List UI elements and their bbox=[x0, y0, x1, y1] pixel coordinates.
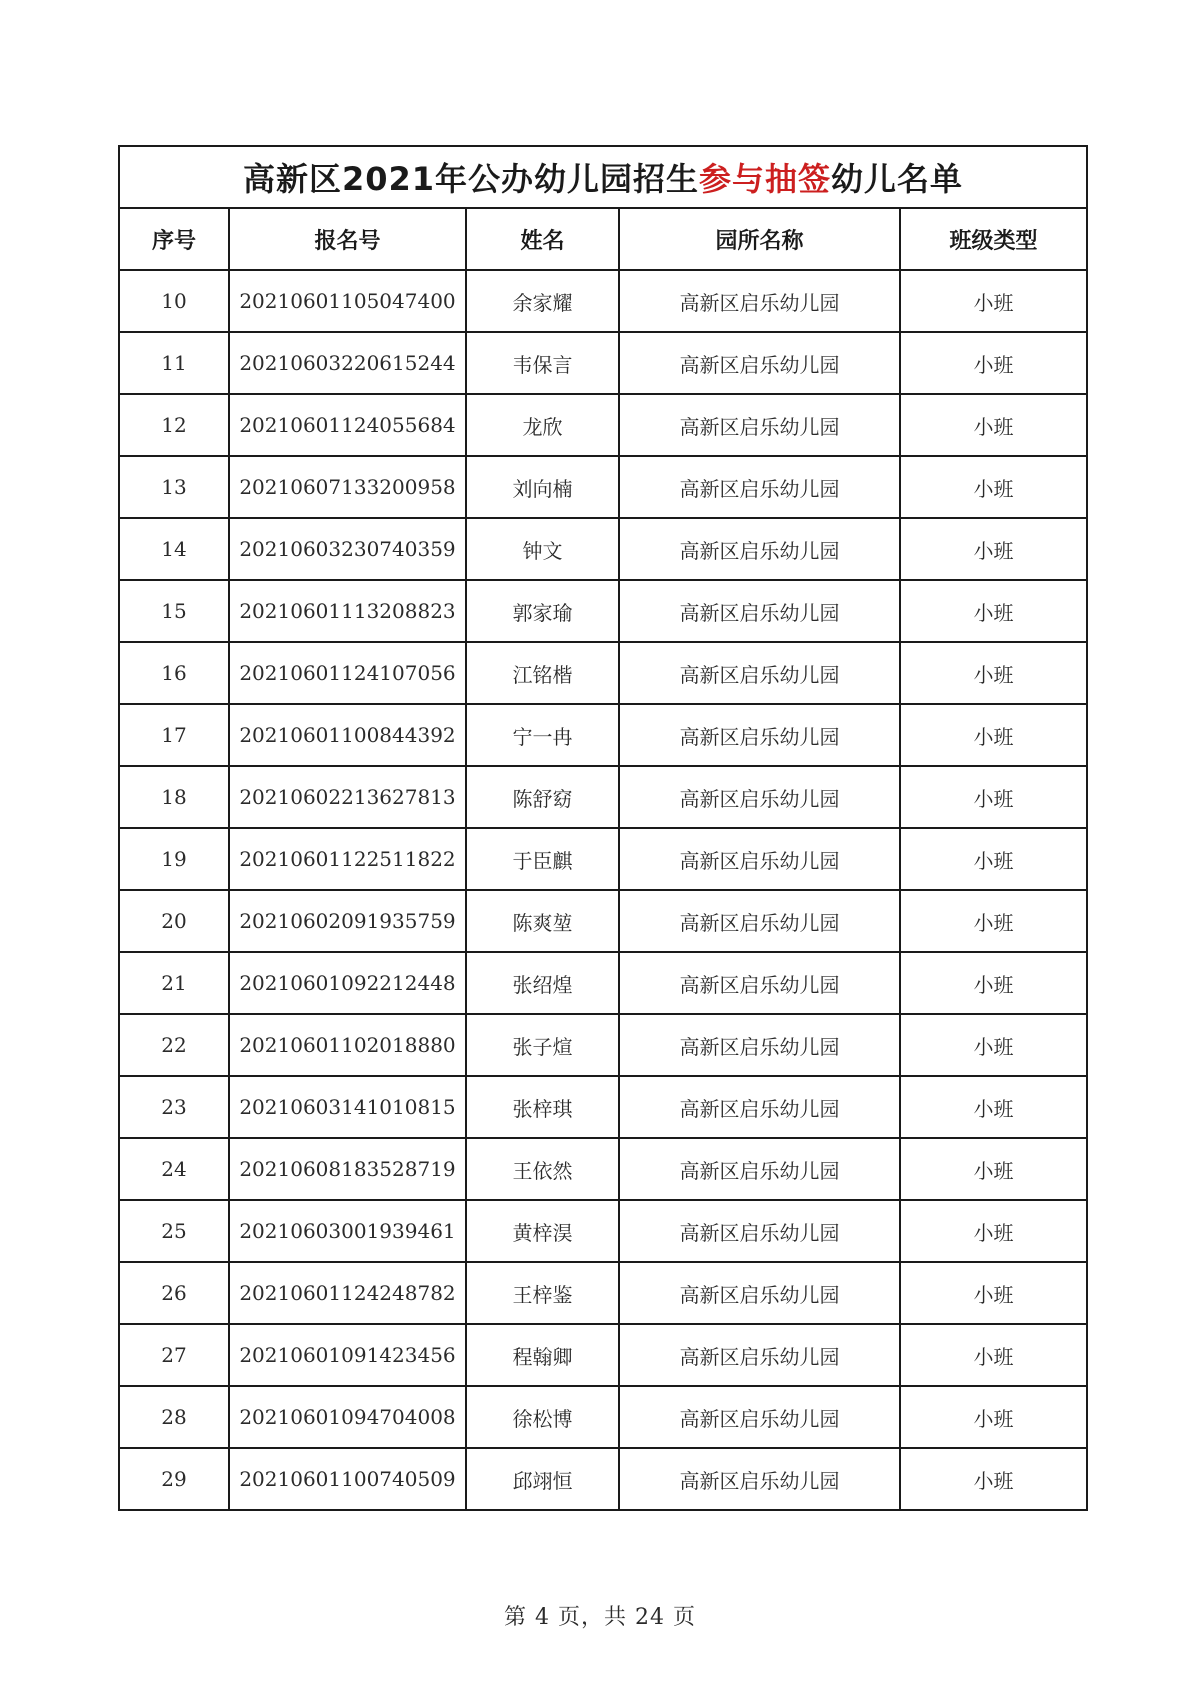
cell-name: 余家耀 bbox=[466, 270, 619, 332]
cell-index: 29 bbox=[119, 1448, 229, 1510]
table-row bbox=[119, 642, 1087, 704]
cell-class-type: 小班 bbox=[900, 704, 1087, 766]
table-row bbox=[119, 766, 1087, 828]
cell-registration-number: 20210601113208823 bbox=[229, 580, 466, 642]
cell-name: 黄梓淏 bbox=[466, 1200, 619, 1262]
cell-class-type: 小班 bbox=[900, 394, 1087, 456]
cell-index: 27 bbox=[119, 1324, 229, 1386]
cell-class-type: 小班 bbox=[900, 518, 1087, 580]
cell-name: 郭家瑜 bbox=[466, 580, 619, 642]
cell-school: 高新区启乐幼儿园 bbox=[619, 1200, 900, 1262]
cell-registration-number: 20210601094704008 bbox=[229, 1386, 466, 1448]
cell-school: 高新区启乐幼儿园 bbox=[619, 1262, 900, 1324]
cell-school: 高新区启乐幼儿园 bbox=[619, 270, 900, 332]
cell-class-type: 小班 bbox=[900, 1262, 1087, 1324]
cell-registration-number: 20210607133200958 bbox=[229, 456, 466, 518]
cell-registration-number: 20210603001939461 bbox=[229, 1200, 466, 1262]
cell-name: 张子煊 bbox=[466, 1014, 619, 1076]
cell-school: 高新区启乐幼儿园 bbox=[619, 332, 900, 394]
cell-school: 高新区启乐幼儿园 bbox=[619, 518, 900, 580]
title-text-part1: 高新区2021年公办幼儿园招生 bbox=[242, 160, 700, 198]
cell-name: 陈舒窈 bbox=[466, 766, 619, 828]
title-text-part2: 幼儿名单 bbox=[831, 160, 964, 198]
page-footer: 第 4 页，共 24 页 bbox=[504, 1605, 696, 1630]
cell-registration-number: 20210601122511822 bbox=[229, 828, 466, 890]
cell-registration-number: 20210603141010815 bbox=[229, 1076, 466, 1138]
cell-class-type: 小班 bbox=[900, 1200, 1087, 1262]
title-highlight: 参与抽签 bbox=[699, 160, 832, 198]
cell-class-type: 小班 bbox=[900, 270, 1087, 332]
cell-class-type: 小班 bbox=[900, 332, 1087, 394]
cell-school: 高新区启乐幼儿园 bbox=[619, 1076, 900, 1138]
cell-class-type: 小班 bbox=[900, 952, 1087, 1014]
cell-name: 钟文 bbox=[466, 518, 619, 580]
cell-registration-number: 20210601102018880 bbox=[229, 1014, 466, 1076]
table-row bbox=[119, 1200, 1087, 1262]
cell-school: 高新区启乐幼儿园 bbox=[619, 828, 900, 890]
cell-school: 高新区启乐幼儿园 bbox=[619, 1014, 900, 1076]
cell-name: 邱翊恒 bbox=[466, 1448, 619, 1510]
cell-index: 11 bbox=[119, 332, 229, 394]
table-row bbox=[119, 580, 1087, 642]
cell-school: 高新区启乐幼儿园 bbox=[619, 394, 900, 456]
cell-index: 24 bbox=[119, 1138, 229, 1200]
cell-school: 高新区启乐幼儿园 bbox=[619, 704, 900, 766]
cell-index: 18 bbox=[119, 766, 229, 828]
table-row bbox=[119, 270, 1087, 332]
cell-school: 高新区启乐幼儿园 bbox=[619, 1324, 900, 1386]
cell-index: 10 bbox=[119, 270, 229, 332]
table-title bbox=[119, 146, 1087, 208]
table-row bbox=[119, 1138, 1087, 1200]
table-row bbox=[119, 1324, 1087, 1386]
cell-index: 17 bbox=[119, 704, 229, 766]
cell-class-type: 小班 bbox=[900, 580, 1087, 642]
cell-school: 高新区启乐幼儿园 bbox=[619, 1448, 900, 1510]
cell-class-type: 小班 bbox=[900, 1324, 1087, 1386]
table-row bbox=[119, 952, 1087, 1014]
cell-name: 徐松博 bbox=[466, 1386, 619, 1448]
table-row bbox=[119, 828, 1087, 890]
cell-registration-number: 20210602091935759 bbox=[229, 890, 466, 952]
cell-index: 16 bbox=[119, 642, 229, 704]
cell-registration-number: 20210601100844392 bbox=[229, 704, 466, 766]
column-header-class-type: 班级类型 bbox=[900, 208, 1087, 270]
cell-name: 张绍煌 bbox=[466, 952, 619, 1014]
cell-school: 高新区启乐幼儿园 bbox=[619, 1386, 900, 1448]
cell-registration-number: 20210601124055684 bbox=[229, 394, 466, 456]
cell-index: 23 bbox=[119, 1076, 229, 1138]
table-row bbox=[119, 704, 1087, 766]
cell-registration-number: 20210608183528719 bbox=[229, 1138, 466, 1200]
table-row bbox=[119, 1076, 1087, 1138]
cell-class-type: 小班 bbox=[900, 1014, 1087, 1076]
cell-class-type: 小班 bbox=[900, 456, 1087, 518]
table-row bbox=[119, 456, 1087, 518]
cell-index: 25 bbox=[119, 1200, 229, 1262]
table-row bbox=[119, 394, 1087, 456]
cell-index: 12 bbox=[119, 394, 229, 456]
cell-registration-number: 20210603220615244 bbox=[229, 332, 466, 394]
cell-class-type: 小班 bbox=[900, 828, 1087, 890]
cell-name: 江铭楷 bbox=[466, 642, 619, 704]
cell-class-type: 小班 bbox=[900, 642, 1087, 704]
cell-name: 张梓琪 bbox=[466, 1076, 619, 1138]
cell-name: 刘向楠 bbox=[466, 456, 619, 518]
cell-index: 22 bbox=[119, 1014, 229, 1076]
cell-index: 13 bbox=[119, 456, 229, 518]
table-row bbox=[119, 332, 1087, 394]
table-row bbox=[119, 890, 1087, 952]
cell-index: 21 bbox=[119, 952, 229, 1014]
cell-name: 龙欣 bbox=[466, 394, 619, 456]
header-row bbox=[119, 208, 1087, 270]
cell-name: 王依然 bbox=[466, 1138, 619, 1200]
cell-name: 韦保言 bbox=[466, 332, 619, 394]
cell-school: 高新区启乐幼儿园 bbox=[619, 642, 900, 704]
table-row bbox=[119, 518, 1087, 580]
cell-index: 26 bbox=[119, 1262, 229, 1324]
cell-school: 高新区启乐幼儿园 bbox=[619, 952, 900, 1014]
cell-index: 14 bbox=[119, 518, 229, 580]
cell-index: 28 bbox=[119, 1386, 229, 1448]
enrollment-table bbox=[118, 145, 1088, 1511]
cell-name: 程翰卿 bbox=[466, 1324, 619, 1386]
column-header-school: 园所名称 bbox=[619, 208, 900, 270]
table-row bbox=[119, 1014, 1087, 1076]
table-row bbox=[119, 1386, 1087, 1448]
cell-school: 高新区启乐幼儿园 bbox=[619, 766, 900, 828]
column-header-registration-number: 报名号 bbox=[229, 208, 466, 270]
cell-class-type: 小班 bbox=[900, 1448, 1087, 1510]
cell-name: 宁一冉 bbox=[466, 704, 619, 766]
table-row bbox=[119, 1262, 1087, 1324]
cell-name: 王梓鉴 bbox=[466, 1262, 619, 1324]
column-header-index: 序号 bbox=[119, 208, 229, 270]
cell-registration-number: 20210602213627813 bbox=[229, 766, 466, 828]
cell-class-type: 小班 bbox=[900, 890, 1087, 952]
cell-school: 高新区启乐幼儿园 bbox=[619, 890, 900, 952]
cell-registration-number: 20210601124107056 bbox=[229, 642, 466, 704]
cell-name: 于臣麒 bbox=[466, 828, 619, 890]
cell-school: 高新区启乐幼儿园 bbox=[619, 456, 900, 518]
cell-registration-number: 20210601124248782 bbox=[229, 1262, 466, 1324]
cell-registration-number: 20210601105047400 bbox=[229, 270, 466, 332]
cell-class-type: 小班 bbox=[900, 1076, 1087, 1138]
cell-class-type: 小班 bbox=[900, 1386, 1087, 1448]
table-row bbox=[119, 1448, 1087, 1510]
cell-registration-number: 20210603230740359 bbox=[229, 518, 466, 580]
cell-registration-number: 20210601092212448 bbox=[229, 952, 466, 1014]
cell-school: 高新区启乐幼儿园 bbox=[619, 1138, 900, 1200]
cell-class-type: 小班 bbox=[900, 766, 1087, 828]
cell-class-type: 小班 bbox=[900, 1138, 1087, 1200]
cell-name: 陈爽堃 bbox=[466, 890, 619, 952]
cell-index: 20 bbox=[119, 890, 229, 952]
cell-registration-number: 20210601091423456 bbox=[229, 1324, 466, 1386]
cell-registration-number: 20210601100740509 bbox=[229, 1448, 466, 1510]
cell-school: 高新区启乐幼儿园 bbox=[619, 580, 900, 642]
cell-index: 15 bbox=[119, 580, 229, 642]
cell-index: 19 bbox=[119, 828, 229, 890]
column-header-name: 姓名 bbox=[466, 208, 619, 270]
